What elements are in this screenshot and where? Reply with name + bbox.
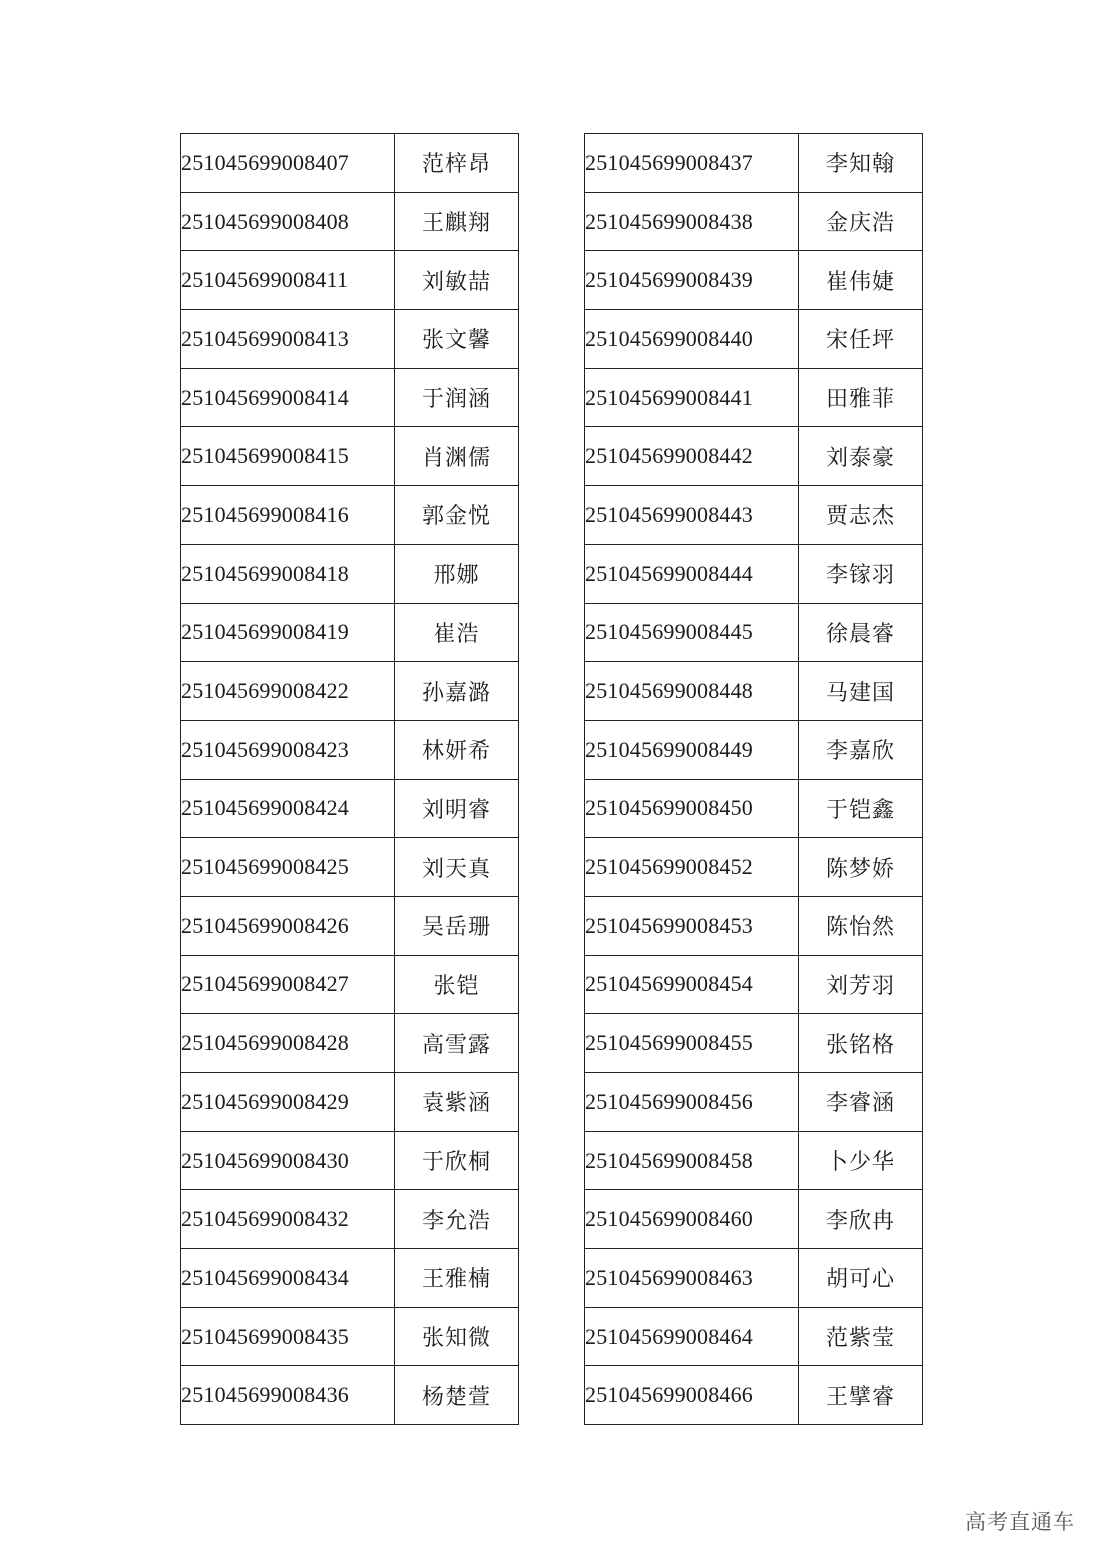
candidate-name: 王雅楠: [395, 1249, 519, 1308]
table-row: [585, 1190, 923, 1249]
candidate-name: 张知微: [395, 1307, 519, 1366]
candidate-id: 251045699008424: [181, 779, 395, 838]
candidate-name: 金庆浩: [799, 192, 923, 251]
table-row: [585, 486, 923, 545]
table-row: [181, 1366, 519, 1425]
candidate-name: 杨楚萱: [395, 1366, 519, 1425]
table-row: [181, 486, 519, 545]
watermark: 高考直通车: [965, 1510, 1075, 1534]
candidate-name: 田雅菲: [799, 368, 923, 427]
table-row: [181, 779, 519, 838]
candidate-name: 李镓羽: [799, 544, 923, 603]
table-row: [585, 1366, 923, 1425]
candidate-id: 251045699008434: [181, 1249, 395, 1308]
candidate-id: 251045699008413: [181, 310, 395, 369]
candidate-name: 胡可心: [799, 1249, 923, 1308]
table-row: [585, 603, 923, 662]
table-row: [585, 720, 923, 779]
table-row: [585, 1307, 923, 1366]
candidate-id: 251045699008435: [181, 1307, 395, 1366]
candidate-name: 刘天真: [395, 838, 519, 897]
candidate-name: 李欣冉: [799, 1190, 923, 1249]
candidate-name: 陈怡然: [799, 896, 923, 955]
table-row: [181, 720, 519, 779]
candidate-id: 251045699008445: [585, 603, 799, 662]
table-row: [585, 544, 923, 603]
table-row: [181, 603, 519, 662]
table-row: [585, 779, 923, 838]
candidate-id: 251045699008454: [585, 955, 799, 1014]
candidate-name: 范梓昂: [395, 134, 519, 193]
candidate-id: 251045699008452: [585, 838, 799, 897]
table-row: [181, 368, 519, 427]
roster-table-left: [180, 133, 519, 1425]
candidate-id: 251045699008443: [585, 486, 799, 545]
candidate-name: 崔伟婕: [799, 251, 923, 310]
candidate-id: 251045699008441: [585, 368, 799, 427]
candidate-name: 陈梦娇: [799, 838, 923, 897]
candidate-name: 郭金悦: [395, 486, 519, 545]
candidate-id: 251045699008464: [585, 1307, 799, 1366]
candidate-id: 251045699008449: [585, 720, 799, 779]
table-row: [585, 192, 923, 251]
table-row: [585, 1131, 923, 1190]
candidate-name: 肖渊儒: [395, 427, 519, 486]
candidate-id: 251045699008453: [585, 896, 799, 955]
table-row: [585, 427, 923, 486]
candidate-id: 251045699008439: [585, 251, 799, 310]
candidate-name: 刘泰豪: [799, 427, 923, 486]
table-row: [585, 310, 923, 369]
candidate-id: 251045699008442: [585, 427, 799, 486]
candidate-id: 251045699008450: [585, 779, 799, 838]
candidate-name: 贾志杰: [799, 486, 923, 545]
table-row: [585, 896, 923, 955]
candidate-id: 251045699008423: [181, 720, 395, 779]
table-row: [585, 662, 923, 721]
table-row: [181, 838, 519, 897]
candidate-id: 251045699008448: [585, 662, 799, 721]
candidate-name: 刘明睿: [395, 779, 519, 838]
candidate-id: 251045699008425: [181, 838, 395, 897]
table-row: [181, 192, 519, 251]
candidate-name: 于铠鑫: [799, 779, 923, 838]
candidate-name: 徐晨睿: [799, 603, 923, 662]
table-row: [585, 838, 923, 897]
table-row: [181, 1073, 519, 1132]
candidate-id: 251045699008418: [181, 544, 395, 603]
candidate-id: 251045699008407: [181, 134, 395, 193]
table-row: [585, 1014, 923, 1073]
table-row: [585, 1249, 923, 1308]
candidate-name: 于欣桐: [395, 1131, 519, 1190]
candidate-name: 林妍希: [395, 720, 519, 779]
table-row: [585, 1073, 923, 1132]
candidate-id: 251045699008411: [181, 251, 395, 310]
candidate-id: 251045699008419: [181, 603, 395, 662]
candidate-name: 马建国: [799, 662, 923, 721]
table-row: [181, 134, 519, 193]
candidate-id: 251045699008455: [585, 1014, 799, 1073]
candidate-name: 范紫莹: [799, 1307, 923, 1366]
candidate-name: 高雪露: [395, 1014, 519, 1073]
candidate-id: 251045699008436: [181, 1366, 395, 1425]
candidate-name: 张铭格: [799, 1014, 923, 1073]
table-row: [181, 1190, 519, 1249]
candidate-id: 251045699008428: [181, 1014, 395, 1073]
candidate-name: 宋任坪: [799, 310, 923, 369]
candidate-id: 251045699008426: [181, 896, 395, 955]
candidate-id: 251045699008466: [585, 1366, 799, 1425]
candidate-name: 李知翰: [799, 134, 923, 193]
table-row: [181, 544, 519, 603]
table-row: [181, 310, 519, 369]
candidate-id: 251045699008422: [181, 662, 395, 721]
candidate-id: 251045699008438: [585, 192, 799, 251]
candidate-id: 251045699008408: [181, 192, 395, 251]
candidate-name: 崔浩: [395, 603, 519, 662]
candidate-name: 李嘉欣: [799, 720, 923, 779]
candidate-id: 251045699008458: [585, 1131, 799, 1190]
candidate-id: 251045699008437: [585, 134, 799, 193]
candidate-name: 张铠: [395, 955, 519, 1014]
table-row: [181, 1249, 519, 1308]
table-row: [181, 662, 519, 721]
table-row: [585, 134, 923, 193]
candidate-id: 251045699008429: [181, 1073, 395, 1132]
candidate-name: 孙嘉潞: [395, 662, 519, 721]
roster-table-right: [584, 133, 923, 1425]
candidate-id: 251045699008432: [181, 1190, 395, 1249]
candidate-id: 251045699008414: [181, 368, 395, 427]
candidate-name: 于润涵: [395, 368, 519, 427]
candidate-id: 251045699008415: [181, 427, 395, 486]
candidate-name: 邢娜: [395, 544, 519, 603]
table-row: [181, 1014, 519, 1073]
candidate-id: 251045699008416: [181, 486, 395, 545]
candidate-id: 251045699008430: [181, 1131, 395, 1190]
candidate-name: 张文馨: [395, 310, 519, 369]
table-row: [181, 955, 519, 1014]
candidate-name: 袁紫涵: [395, 1073, 519, 1132]
candidate-id: 251045699008460: [585, 1190, 799, 1249]
candidate-id: 251045699008427: [181, 955, 395, 1014]
table-row: [181, 1307, 519, 1366]
table-row: [585, 251, 923, 310]
candidate-name: 王麒翔: [395, 192, 519, 251]
candidate-name: 刘敏喆: [395, 251, 519, 310]
table-row: [181, 1131, 519, 1190]
table-row: [181, 427, 519, 486]
table-row: [585, 368, 923, 427]
table-row: [585, 955, 923, 1014]
candidate-id: 251045699008440: [585, 310, 799, 369]
candidate-name: 卜少华: [799, 1131, 923, 1190]
table-row: [181, 251, 519, 310]
candidate-id: 251045699008456: [585, 1073, 799, 1132]
candidate-name: 李睿涵: [799, 1073, 923, 1132]
candidate-name: 李允浩: [395, 1190, 519, 1249]
candidate-name: 吴岳珊: [395, 896, 519, 955]
candidate-name: 王擘睿: [799, 1366, 923, 1425]
candidate-id: 251045699008463: [585, 1249, 799, 1308]
table-row: [181, 896, 519, 955]
candidate-id: 251045699008444: [585, 544, 799, 603]
candidate-name: 刘芳羽: [799, 955, 923, 1014]
